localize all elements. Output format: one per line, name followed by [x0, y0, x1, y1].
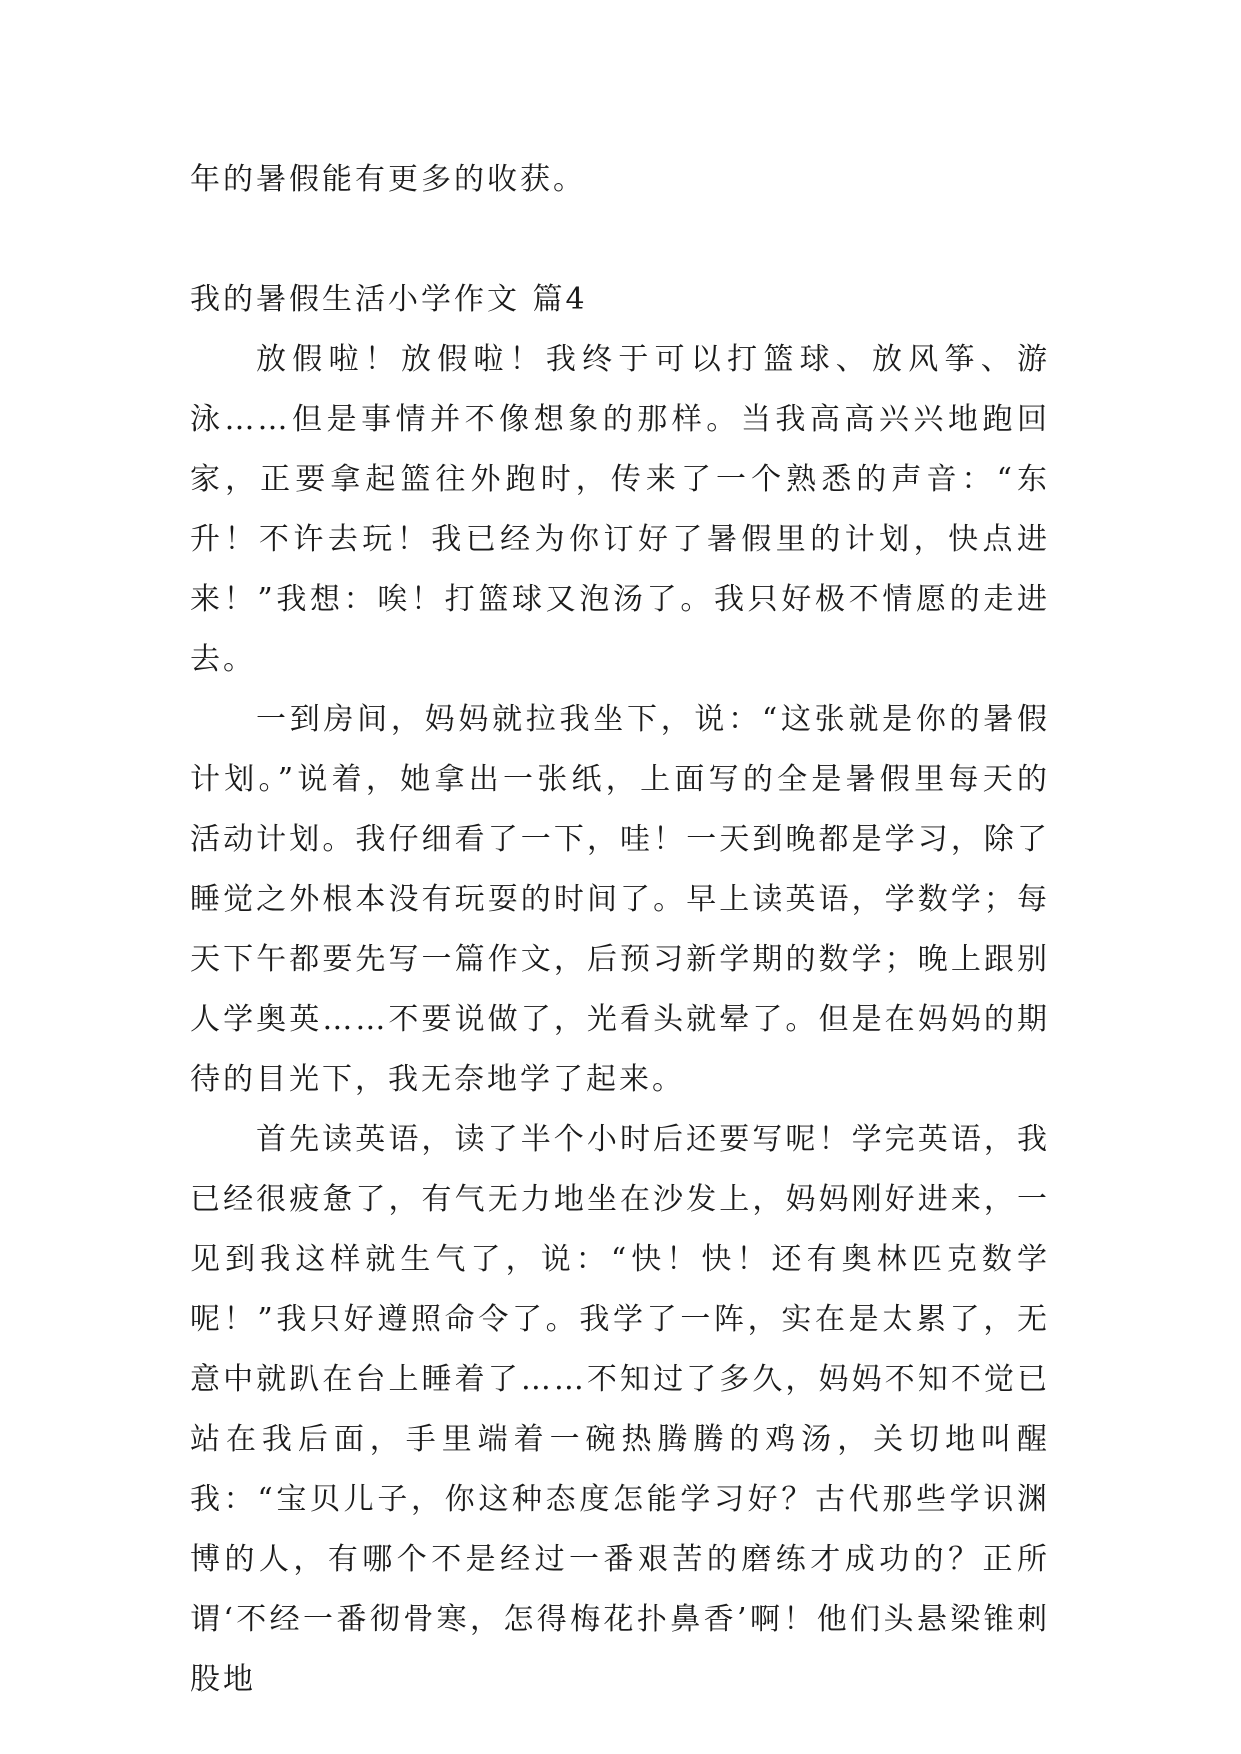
document-body: [190, 150, 1050, 1710]
paragraph-2: 一到房间，妈妈就拉我坐下，说：“这张就是你的暑假计划。”说着，她拿出一张纸，上面写的全是暑假里每天的活动计划。我仔细看了一下，哇！一天到晚都是学习，除了睡觉之外根本没有玩耍的时间了。早上读英语，学数学；每天下午都要先写一篇作文，后预习新学期的数学；晚上跟别人学奥英……不要说做了，光看头就晕了。但是在妈妈的期待的目光下，我无奈地学了起来。: [190, 702, 1050, 1097]
paragraph-1: 放假啦！放假啦！我终于可以打篮球、放风筝、游泳……但是事情并不像想象的那样。当我高高兴兴地跑回家，正要拿起篮往外跑时，传来了一个熟悉的声音：“东升！不许去玩！我已经为你订好了暑假里的计划，快点进来！”我想：唉！打篮球又泡汤了。我只好极不情愿的走进去。: [190, 342, 1050, 677]
carryover-line: 年的暑假能有更多的收获。: [190, 162, 586, 197]
section-title: 我的暑假生活小学作文 篇4: [190, 282, 588, 317]
paragraph-3: 首先读英语，读了半个小时后还要写呢！学完英语，我已经很疲惫了，有气无力地坐在沙发上，妈妈刚好进来，一见到我这样就生气了，说：“快！快！还有奥林匹克数学呢！”我只好遵照命令了。我学了一阵，实在是太累了，无意中就趴在台上睡着了……不知过了多久，妈妈不知不觉已站在我后面，手里端着一碗热腾腾的鸡汤，关切地叫醒我：“宝贝儿子，你这种态度怎能学习好？古代那些学识渊博的人，有哪个不是经过一番艰苦的磨练才成功的？正所谓‘不经一番彻骨寒，怎得梅花扑鼻香’啊！他们头悬梁锥刺股地: [190, 1122, 1050, 1697]
